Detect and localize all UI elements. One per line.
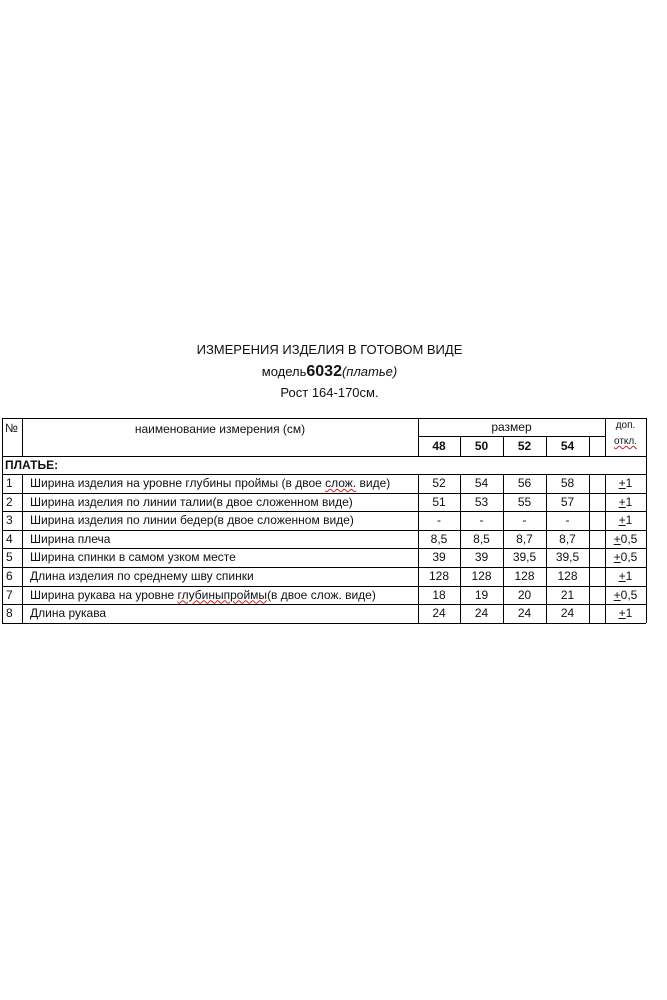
row-number: 1 xyxy=(6,476,13,490)
document-title: ИЗМЕРЕНИЯ ИЗДЕЛИЯ В ГОТОВОМ ВИДЕ xyxy=(196,342,463,357)
row-line xyxy=(2,530,646,531)
tolerance-value: +1 xyxy=(618,606,633,621)
row-line xyxy=(2,511,646,512)
size-value: 24 xyxy=(474,606,489,621)
size-value: 8,5 xyxy=(430,531,448,546)
measurement-name: Длина изделия по среднему шву спинки xyxy=(30,569,254,583)
model-number: 6032 xyxy=(306,363,342,380)
model-note: (платье) xyxy=(341,364,398,379)
tolerance-value: +1 xyxy=(618,476,633,490)
table-border-left xyxy=(2,418,3,623)
size-value: 56 xyxy=(517,476,532,490)
size-54: 54 xyxy=(560,439,575,453)
size-48: 48 xyxy=(432,439,446,453)
size-value: 128 xyxy=(428,569,450,583)
row-number: 5 xyxy=(6,550,13,565)
row-line xyxy=(2,604,646,605)
row-line xyxy=(2,493,646,494)
row-number: 6 xyxy=(6,569,13,583)
model-line xyxy=(0,363,663,381)
row-number: 4 xyxy=(6,531,13,546)
size-value: - xyxy=(522,513,527,528)
row-number: 2 xyxy=(6,494,13,509)
size-value: 8,7 xyxy=(559,531,576,546)
section-bottom-line xyxy=(2,474,646,475)
size-value: 128 xyxy=(514,569,535,583)
size-value: 8,7 xyxy=(516,531,533,546)
size-header-divider xyxy=(418,436,605,437)
header-size: размер xyxy=(491,420,532,434)
row-number: 3 xyxy=(6,513,13,528)
table-border-top xyxy=(2,418,646,419)
size-52: 52 xyxy=(517,439,532,453)
model-prefix: модель xyxy=(261,364,307,379)
measurement-name: Ширина изделия по линии бедер(в двое сложенном виде) xyxy=(30,513,354,528)
header-bottom-line xyxy=(2,456,646,457)
col-divider-size xyxy=(589,474,590,623)
col-divider-no xyxy=(22,474,23,623)
tolerance-value: +0,5 xyxy=(613,531,638,546)
size-value: 24 xyxy=(517,606,532,621)
tolerance-value: +1 xyxy=(618,569,633,583)
header-name: наименование измерения (см) xyxy=(134,422,306,436)
size-value: - xyxy=(437,513,441,528)
size-value: 51 xyxy=(432,494,446,509)
size-value: 128 xyxy=(557,569,578,583)
size-value: 53 xyxy=(474,494,489,509)
row-number: 8 xyxy=(6,606,13,621)
row-line xyxy=(2,548,646,549)
header-no: № xyxy=(5,421,18,435)
size-value: 58 xyxy=(560,476,575,490)
height-range: Рост 164-170см. xyxy=(280,385,379,400)
size-value: 19 xyxy=(474,587,489,602)
tolerance-value: +1 xyxy=(618,494,633,509)
row-line xyxy=(2,567,646,568)
tolerance-value: +0,5 xyxy=(613,587,638,602)
size-value: 39,5 xyxy=(512,550,537,565)
measurement-name: Ширина спинки в самом узком месте xyxy=(30,550,236,565)
size-value: - xyxy=(565,513,570,528)
size-value: 39,5 xyxy=(555,550,580,565)
measurement-name: Ширина рукава на уровне глубиныпроймы(в двое слож. виде) xyxy=(30,587,376,602)
section-label: ПЛАТЬЕ: xyxy=(5,458,59,472)
size-value: 21 xyxy=(560,587,575,602)
measurement-name: Ширина изделия по линии талии(в двое сложенном виде) xyxy=(30,494,353,509)
size-50: 50 xyxy=(474,439,489,453)
size-value: 39 xyxy=(432,550,446,565)
col-divider-size xyxy=(589,436,590,456)
size-value: 18 xyxy=(432,587,446,602)
size-value: 52 xyxy=(432,476,446,490)
row-line xyxy=(2,623,646,624)
tolerance-value: +1 xyxy=(618,513,633,528)
size-value: 20 xyxy=(517,587,532,602)
header-tol-line2: откл. xyxy=(613,436,638,447)
size-value: 39 xyxy=(474,550,489,565)
size-value: - xyxy=(479,513,484,528)
size-value: 54 xyxy=(474,476,489,490)
size-value: 57 xyxy=(560,494,575,509)
tolerance-value: +0,5 xyxy=(613,550,638,565)
measurement-name: Ширина плеча xyxy=(30,531,111,546)
size-value: 55 xyxy=(517,494,532,509)
row-line xyxy=(2,586,646,587)
header-tol-line1: доп. xyxy=(615,420,636,431)
table-border-right xyxy=(646,418,647,623)
row-number: 7 xyxy=(6,587,13,602)
size-value: 128 xyxy=(471,569,492,583)
size-value: 24 xyxy=(432,606,446,621)
measurement-name: Ширина изделия на уровне глубины проймы (в двое слож. виде) xyxy=(30,476,391,490)
measurement-name: Длина рукава xyxy=(30,606,107,621)
size-value: 8,5 xyxy=(473,531,490,546)
size-value: 24 xyxy=(560,606,575,621)
